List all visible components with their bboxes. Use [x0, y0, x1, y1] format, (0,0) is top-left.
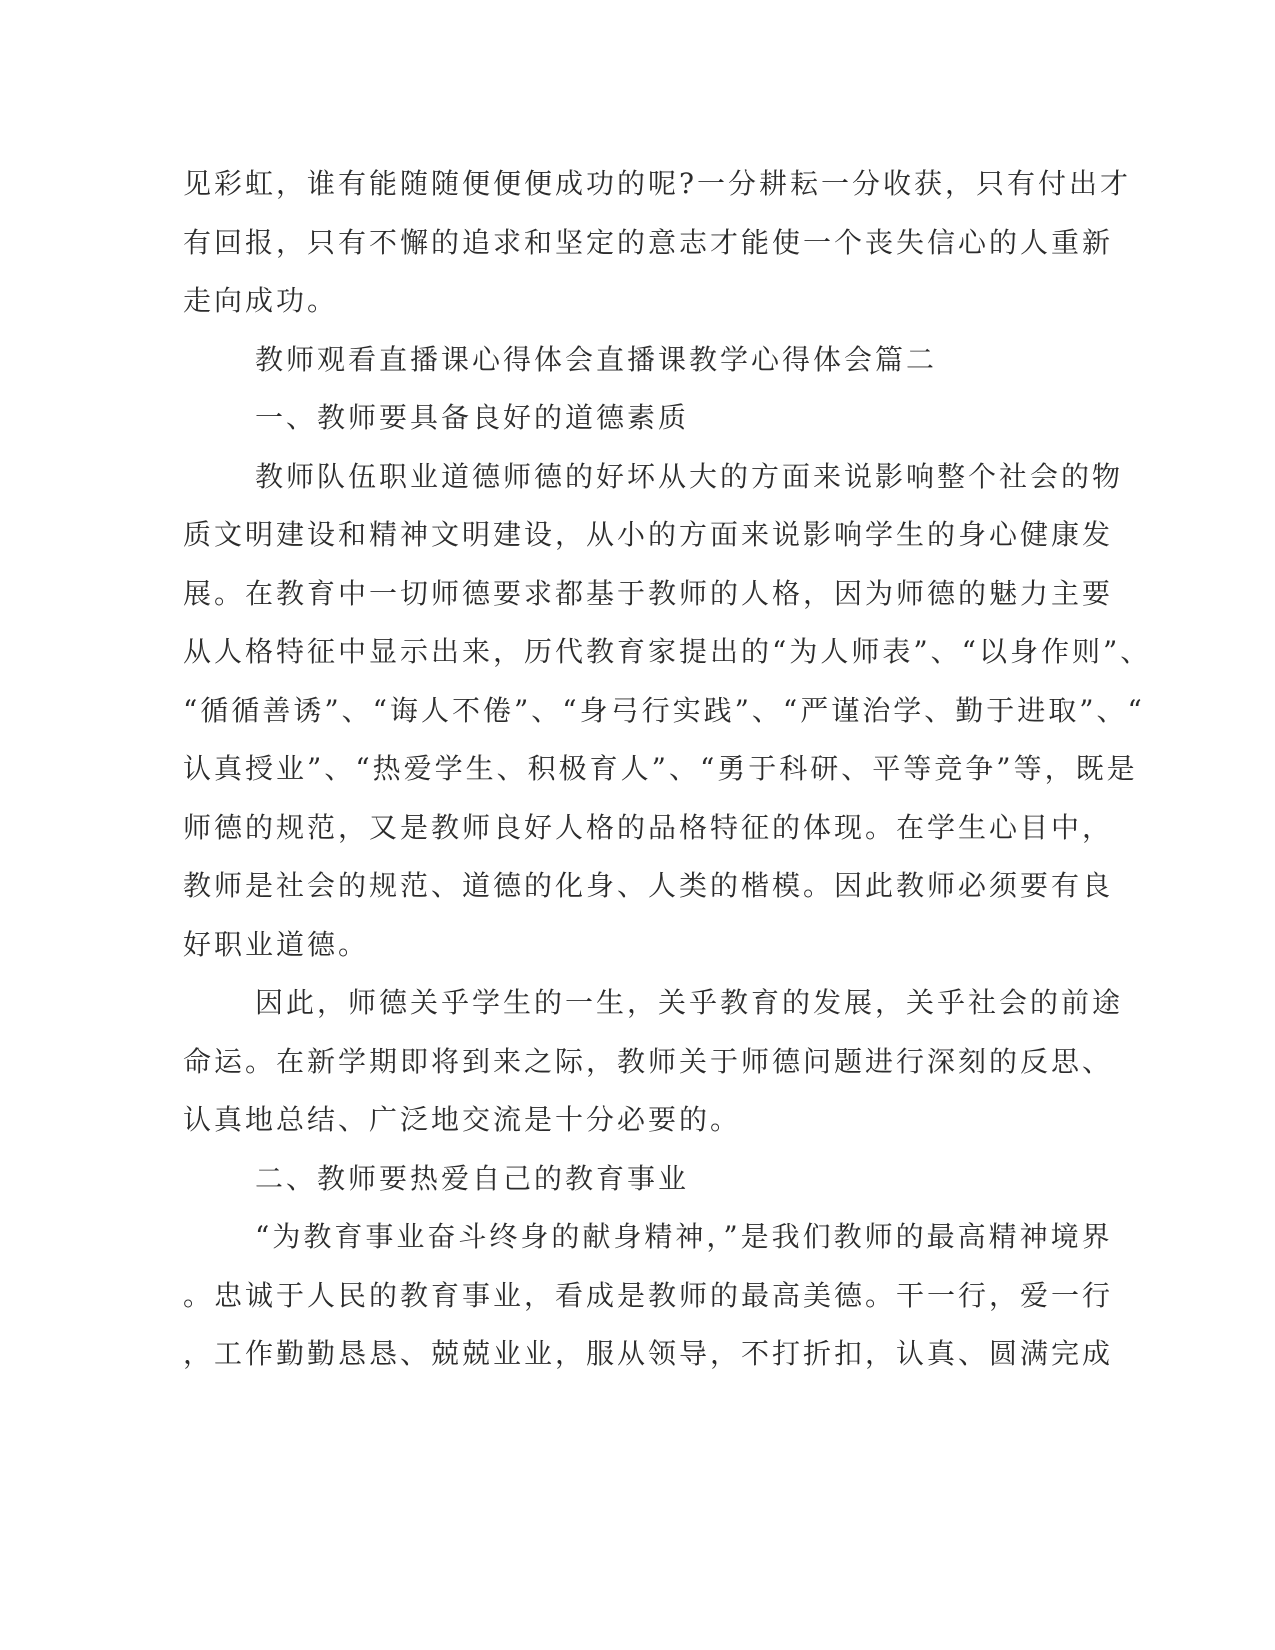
- text-line: 认真地总结、广泛地交流是十分必要的。: [183, 1103, 742, 1136]
- text-line: 有回报，只有不懈的追求和坚定的意志才能使一个丧失信心的人重新: [183, 225, 1114, 259]
- section-heading-1: 一、教师要具备良好的道德素质: [255, 401, 690, 434]
- text-line: “为教育事业奋斗终身的献身精神，”是我们教师的最高精神境界: [255, 1220, 1113, 1253]
- text-line: 好职业道德。: [183, 927, 370, 961]
- text-line: ，工作勤勤恳恳、兢兢业业，服从领导，不打折扣，认真、圆满完成: [183, 1337, 1114, 1370]
- section-heading-2: 二、教师要热爱自己的教育事业: [255, 1161, 690, 1195]
- section-title: 教师观看直播课心得体会直播课教学心得体会篇二: [255, 342, 938, 376]
- body-text: [183, 155, 1152, 1384]
- text-line: 认真授业”、“热爱学生、积极育人”、“勇于科研、平等竞争”等，既是: [183, 752, 1138, 785]
- text-line: 命运。在新学期即将到来之际，教师关于师德问题进行深刻的反思、: [183, 1044, 1114, 1078]
- text-line: 走向成功。: [183, 284, 339, 317]
- text-line: 见彩虹，谁有能随随便便便成功的呢?一分耕耘一分收获，只有付出才: [183, 167, 1132, 200]
- text-line: 教师是社会的规范、道德的化身、人类的楷模。因此教师必须要有良: [183, 869, 1114, 902]
- text-line: 。忠诚于人民的教育事业，看成是教师的最高美德。干一行，爱一行: [183, 1278, 1114, 1312]
- text-line: 展。在教育中一切师德要求都基于教师的人格，因为师德的魅力主要: [183, 576, 1114, 610]
- text-line: 从人格特征中显示出来，历代教育家提出的“为人师表”、“以身作则”、: [183, 635, 1152, 668]
- text-line: 教师队伍职业道德师德的好坏从大的方面来说影响整个社会的物: [255, 459, 1124, 493]
- text-line: 质文明建设和精神文明建设，从小的方面来说影响学生的身心健康发: [183, 518, 1114, 551]
- text-line: “循循善诱”、“诲人不倦”、“身弓行实践”、“严谨治学、勤于进取”、“: [183, 693, 1145, 727]
- text-line: 师德的规范，又是教师良好人格的品格特征的体现。在学生心目中，: [183, 810, 1114, 844]
- text-line: 因此，师德关乎学生的一生，关乎教育的发展，关乎社会的前途: [255, 986, 1124, 1019]
